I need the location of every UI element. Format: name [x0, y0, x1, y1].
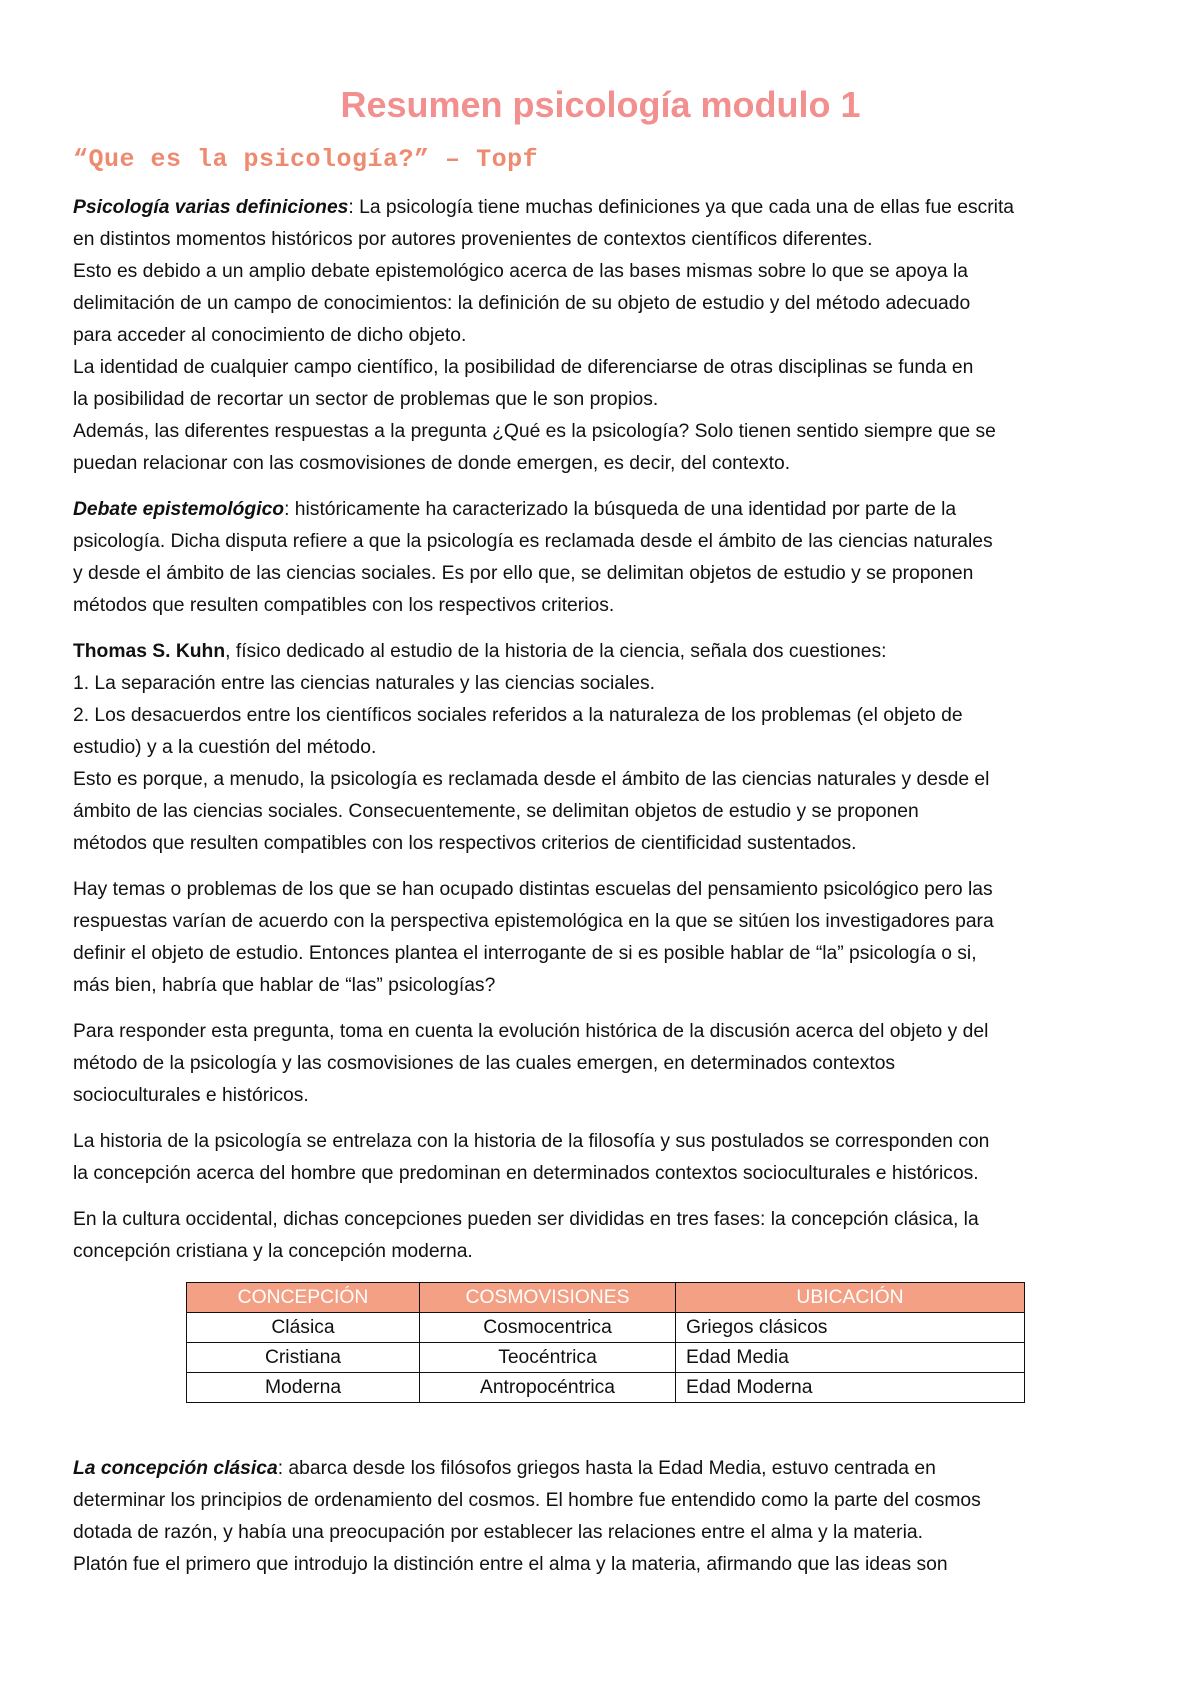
table-header-cell: COSMOVISIONES [420, 1283, 676, 1313]
paragraph-lead: La concepción clásica [73, 1458, 278, 1479]
document-subtitle: “Que es la psicología?” – Topf [73, 145, 539, 174]
paragraph-kuhn: Thomas S. Kuhn, físico dedicado al estudio de la historia de la ciencia, señala dos cuestiones: 1. La separación entre las ciencias naturales y las ciencias sociales. 2. Los desacuerdos entre los científicos sociales referidos a la naturaleza de los problemas (el objeto de estudio) y a la cuestión del método. Esto es porque, a menudo, la psicología es reclamada desde el ámbito de las ciencias naturales y desde el ámbito de las ciencias sociales. Consecuentemente, se delimitan objetos de estudio y se proponen métodos que resulten compatibles con los respectivos criterios de cientificidad sustentados. [73, 641, 990, 854]
table-header-cell: CONCEPCIÓN [187, 1283, 420, 1313]
paragraph-historia: La historia de la psicología se entrelaza con la historia de la filosofía y sus postulados se corresponden con la concepción acerca del hombre que predominan en determinados contextos socioculturales e históricos. [73, 1131, 990, 1184]
table-header-cell: UBICACIÓN [676, 1283, 1025, 1313]
paragraph-lead: Thomas S. Kuhn [73, 641, 226, 662]
paragraph-responder: Para responder esta pregunta, toma en cuenta la evolución histórica de la discusión acerca del objeto y del método de la psicología y las cosmovisiones de las cuales emergen, en determinados contextos socioculturales e históricos. [73, 1021, 989, 1106]
table-cell: Clásica [187, 1313, 420, 1343]
table-header-row [187, 1283, 1025, 1313]
paragraph-cultura: En la cultura occidental, dichas concepciones pueden ser divididas en tres fases: la concepción clásica, la concepción cristiana y la concepción moderna. [73, 1209, 979, 1262]
paragraph-lead: Psicología varias definiciones [73, 197, 349, 218]
document-page [73, 80, 1128, 1595]
table-row [187, 1373, 1025, 1403]
table-cell: Moderna [187, 1373, 420, 1403]
table-row [187, 1343, 1025, 1373]
table-cell: Edad Media [676, 1343, 1025, 1373]
table-cell: Cristiana [187, 1343, 420, 1373]
concepciones-table-wrapper [186, 1282, 1128, 1403]
paragraph-temas: Hay temas o problemas de los que se han ocupado distintas escuelas del pensamiento psicológico pero las respuestas varían de acuerdo con la perspectiva epistemológica en la que se sitúen los investigadores para definir el objeto de estudio. Entonces plantea el interrogante de si es posible hablar de “la” psicología o si, más bien, habría que hablar de “las” psicologías? [73, 879, 994, 996]
table-cell: Antropocéntrica [420, 1373, 676, 1403]
table-cell: Edad Moderna [676, 1373, 1025, 1403]
table-row [187, 1313, 1025, 1343]
table-cell: Griegos clásicos [676, 1313, 1025, 1343]
table-cell: Teocéntrica [420, 1343, 676, 1373]
paragraph-lead: Debate epistemológico [73, 499, 285, 520]
paragraph-definiciones: Psicología varias definiciones: La psicología tiene muchas definiciones ya que cada una de ellas fue escrita en distintos momentos históricos por autores provenientes de contextos científicos diferentes. Esto es debido a un amplio debate epistemológico acerca de las bases mismas sobre lo que se apoya la delimitación de un campo de conocimientos: la definición de su objeto de estudio y del método adecuado para acceder al conocimiento de dicho objeto. La identidad de cualquier campo científico, la posibilidad de diferenciarse de otras disciplinas se funda en la posibilidad de recortar un sector de problemas que le son propios. Además, las diferentes respuestas a la pregunta ¿Qué es la psicología? Solo tienen sentido siempre que se puedan relacionar con las cosmovisiones de donde emergen, es decir, del contexto. [73, 197, 1015, 474]
document-title: Resumen psicología modulo 1 [340, 84, 861, 125]
paragraph-concepcion-clasica: La concepción clásica: abarca desde los filósofos griegos hasta la Edad Media, estuvo centrada en determinar los principios de ordenamiento del cosmos. El hombre fue entendido como la parte del cosmos dotada de razón, y había una preocupación por establecer las relaciones entre el alma y la materia. Platón fue el primero que introdujo la distinción entre el alma y la materia, afirmando que las ideas son [73, 1458, 981, 1575]
paragraph-debate: Debate epistemológico: históricamente ha caracterizado la búsqueda de una identidad por parte de la psicología. Dicha disputa refiere a que la psicología es reclamada desde el ámbito de las ciencias naturales y desde el ámbito de las ciencias sociales. Es por ello que, se delimitan objetos de estudio y se proponen métodos que resulten compatibles con los respectivos criterios. [73, 499, 993, 616]
table-cell: Cosmocentrica [420, 1313, 676, 1343]
concepciones-table [186, 1282, 1025, 1403]
